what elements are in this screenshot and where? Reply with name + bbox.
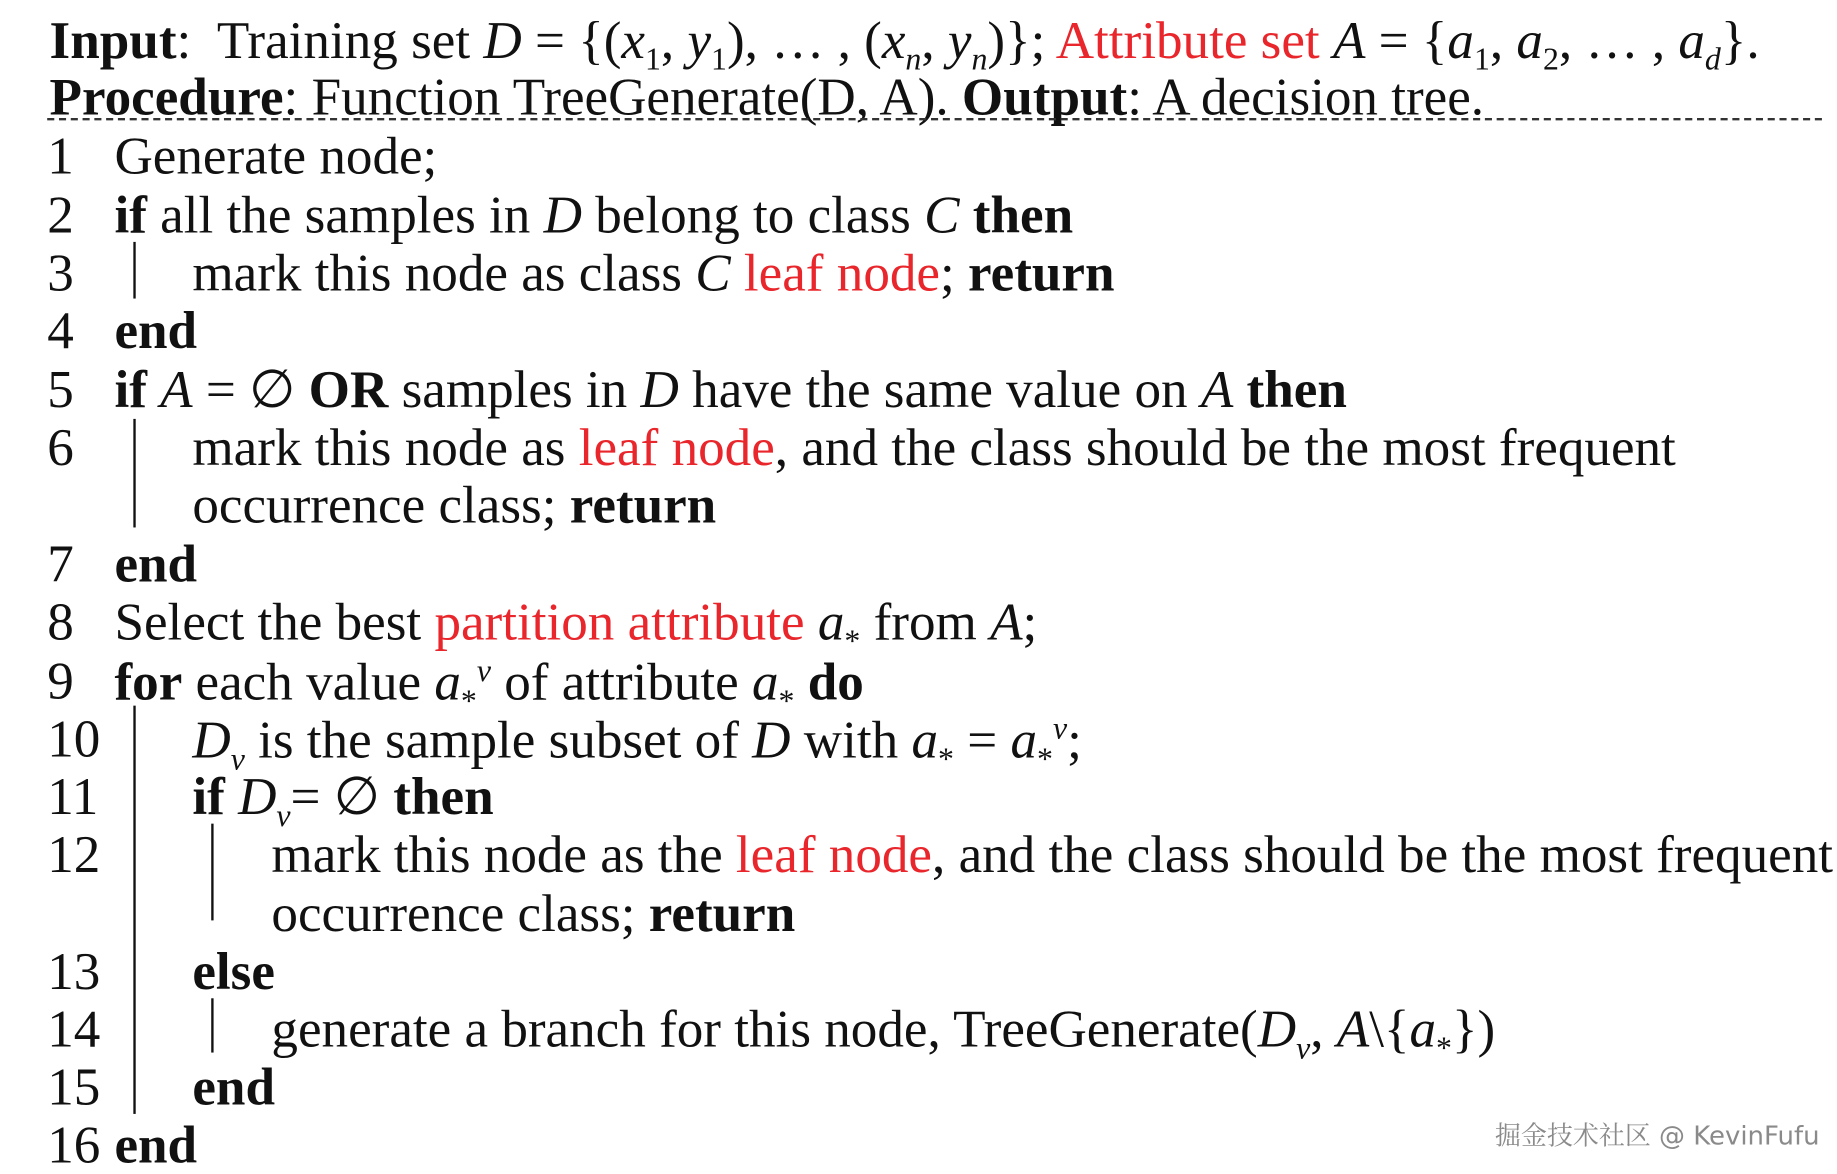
line-text: occurrence class; return: [271, 883, 796, 943]
input-line: Input: Training set $D = \{(x_1$, $y_1$), … , ($x_n$, $y_n$)}; Attribute set $A = \{a_1$, $a_2$, … , $a_d$}.: [49, 10, 1760, 77]
line-number: 14: [47, 999, 101, 1059]
input-D: D: [483, 10, 522, 70]
procedure-label: Procedure: [49, 67, 284, 127]
procedure-line: Procedure: Function TreeGenerate(D, A). Output: A decision tree.: [49, 67, 1485, 127]
indent-bar: [211, 998, 213, 1052]
line-text: generate a branch for this node, $TreeGenerate(D_v$, $A\backslash\{a_*\}$): [271, 999, 1496, 1066]
line-text: if A = ∅ OR samples in D have the same value on A then: [114, 359, 1347, 419]
line-text: mark this node as leaf node, and the class should be the most frequent: [192, 417, 1676, 477]
indent-bar: [211, 824, 213, 921]
line-text: else: [192, 941, 275, 1001]
input-set: = {($x_1$, $y_1$), … , ($x_n$, $y_n$)};: [535, 10, 1046, 77]
line-number: 2: [47, 185, 74, 245]
line-text: mark this node as class C leaf node; return: [192, 243, 1115, 303]
line-text: Select the best partition attribute $a_*$ from A;: [114, 592, 1038, 659]
line-number: 9: [47, 651, 74, 711]
line-text: if $D_v=$ ∅ then: [192, 766, 494, 834]
attribute-set-text: Attribute set: [1055, 10, 1320, 70]
line-number: 8: [47, 592, 74, 652]
line-text: end: [114, 534, 198, 594]
line-number: 1: [47, 126, 74, 186]
line-number: 5: [47, 359, 74, 419]
line-number: 11: [47, 766, 99, 826]
procedure-text: Function TreeGenerate(D, A).: [311, 67, 949, 127]
line-text: end: [192, 1057, 275, 1117]
indent-bar: [133, 706, 135, 1114]
line-number: 3: [47, 243, 74, 303]
line-text: $D_v$ is the sample subset of D with $a_* = a_*^v$;: [192, 710, 1082, 777]
input-text: Training set: [216, 10, 471, 70]
line-text: end: [114, 300, 198, 360]
indent-bar: [133, 419, 135, 528]
line-number: 12: [47, 824, 101, 884]
line-number: 4: [47, 300, 74, 360]
line-text: mark this node as the leaf node, and the class should be the most frequent: [271, 824, 1834, 884]
line-number: 13: [47, 941, 101, 1001]
line-text: Generate node;: [114, 126, 438, 186]
line-text: if all the samples in D belong to class C then: [114, 185, 1074, 245]
line-number: 15: [47, 1057, 101, 1117]
indent-bar: [133, 242, 135, 299]
attribute-A: A: [1332, 10, 1366, 70]
line-number: 16: [47, 1115, 101, 1174]
dashed-divider: [47, 118, 1822, 120]
watermark: 掘金技术社区 @ KevinFufu: [1495, 1122, 1820, 1152]
output-label: Output: [961, 67, 1128, 127]
line-number: 7: [47, 534, 74, 594]
input-label: Input: [49, 10, 177, 70]
line-text: for each value $a_*^v$ of attribute $a_*$ do: [114, 652, 864, 719]
line-number: 6: [47, 417, 74, 477]
line-number: 10: [47, 709, 101, 769]
attribute-set: = {$a_1$, $a_2$, … , $a_d$}.: [1378, 10, 1760, 77]
line-text: end: [114, 1115, 198, 1174]
line-text: occurrence class; return: [192, 475, 717, 535]
output-text: A decision tree.: [1152, 67, 1485, 127]
